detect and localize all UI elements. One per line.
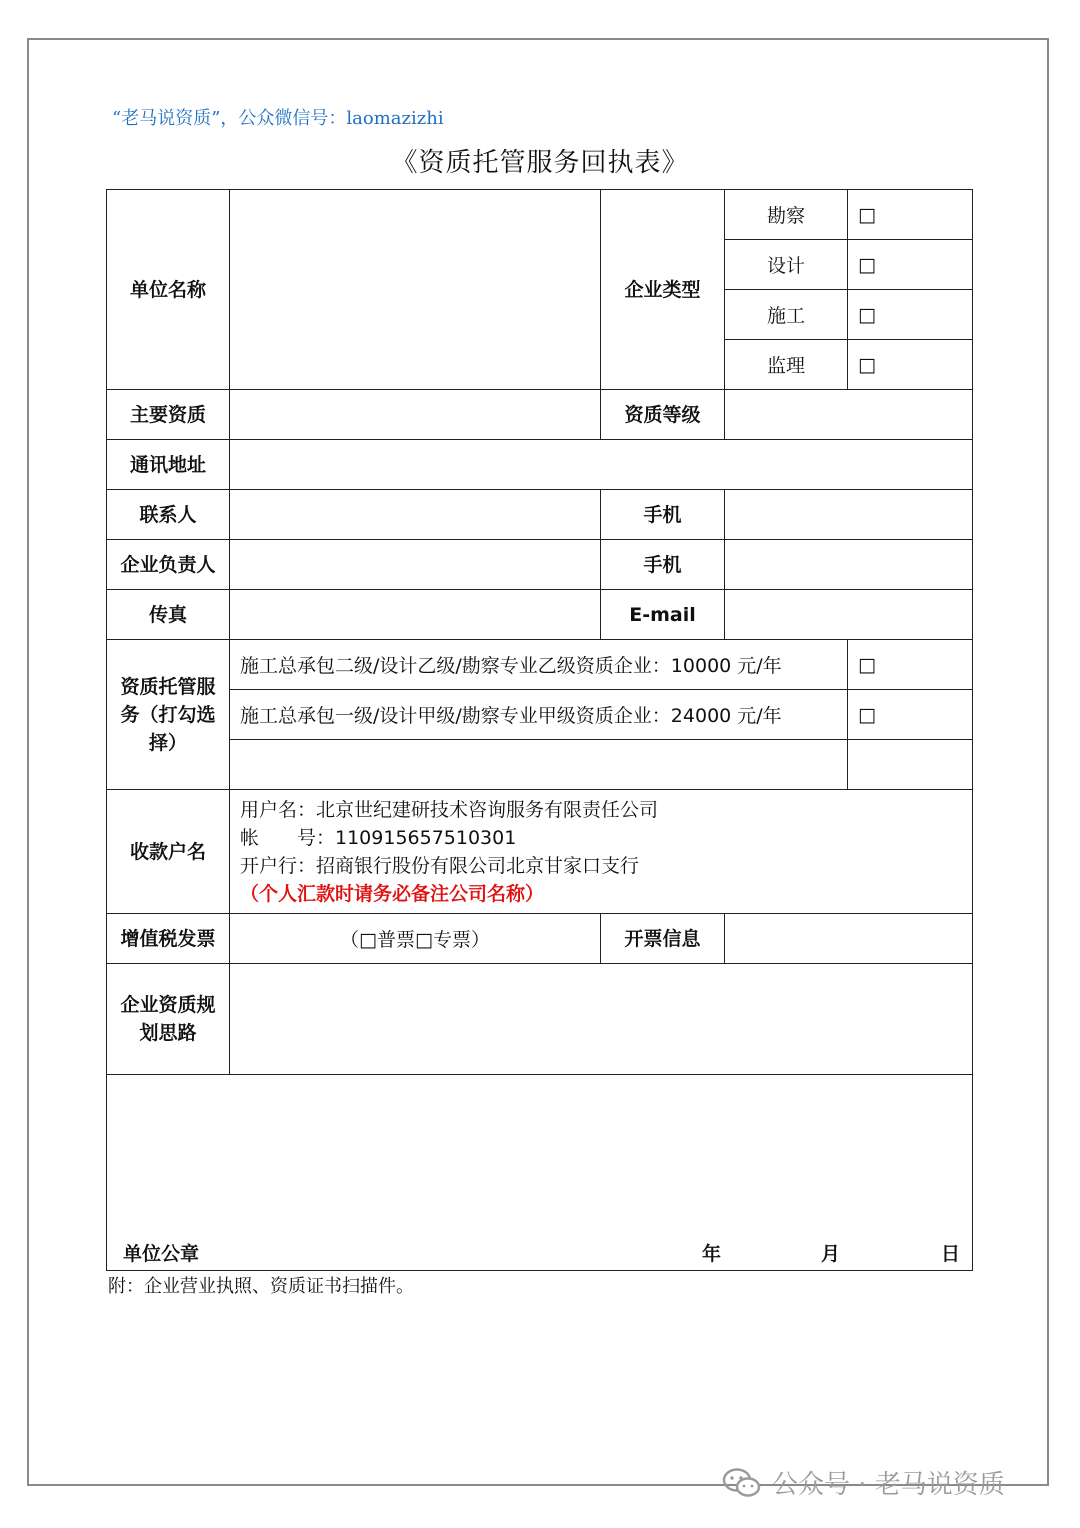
leader-field[interactable] [230,540,601,590]
contact-mobile-field[interactable] [725,490,973,540]
header-note: “老马说资质”，公众微信号：laomazizhi [112,108,444,129]
contact-mobile-label: 手机 [601,490,725,540]
service-option-blank[interactable] [230,740,848,790]
qualification-level-label: 资质等级 [601,390,725,440]
service-label: 资质托管服务（打勾选择） [107,640,230,790]
contact-field[interactable] [230,490,601,540]
receipt-form-table [106,189,973,1271]
watermark-text: 公众号 · 老马说资质 [772,1470,1005,1500]
page-title: 《资质托管服务回执表》 [391,148,689,178]
service-option-level-2: 施工总承包二级/设计乙级/勘察专业乙级资质企业：10000 元/年 [230,640,848,690]
enterprise-type-label: 企业类型 [601,190,725,390]
type-design-label: 设计 [725,240,848,290]
type-supervision-checkbox[interactable]: □ [848,340,973,390]
fax-label: 传真 [107,590,230,640]
type-construction-checkbox[interactable]: □ [848,290,973,340]
date-year-label: 年 [702,1243,722,1265]
service-option-blank-checkbox[interactable] [848,740,973,790]
payee-account-number: 帐 号：110915657510301 [240,826,517,849]
payee-remark-note: （个人汇款时请务必备注公司名称） [240,882,545,905]
service-option-level-2-checkbox[interactable]: □ [848,640,973,690]
vat-invoice-label: 增值税发票 [107,914,230,964]
service-option-level-1: 施工总承包一级/设计甲级/勘察专业甲级资质企业：24000 元/年 [230,690,848,740]
type-supervision-label: 监理 [725,340,848,390]
attachment-note: 附：企业营业执照、资质证书扫描件。 [108,1276,414,1297]
wechat-icon [722,1467,762,1499]
type-survey-checkbox[interactable]: □ [848,190,973,240]
vat-invoice-options[interactable]: （□普票□专票） [230,914,601,964]
payee-user-name: 用户名：北京世纪建研技术咨询服务有限责任公司 [240,798,659,821]
address-label: 通讯地址 [107,440,230,490]
type-construction-label: 施工 [725,290,848,340]
email-field[interactable] [725,590,973,640]
service-option-level-1-checkbox[interactable]: □ [848,690,973,740]
date-month-label: 月 [821,1243,841,1265]
payee-bank: 开户行：招商银行股份有限公司北京甘家口支行 [240,854,640,877]
plan-label: 企业资质规划思路 [107,964,230,1075]
address-field[interactable] [230,440,973,490]
fax-field[interactable] [230,590,601,640]
date-day-label: 日 [941,1243,961,1265]
payee-label: 收款户名 [107,790,230,914]
main-qualification-label: 主要资质 [107,390,230,440]
plan-field[interactable] [230,964,973,1075]
contact-label: 联系人 [107,490,230,540]
qualification-level-field[interactable] [725,390,973,440]
unit-name-label: 单位名称 [107,190,230,390]
leader-mobile-label: 手机 [601,540,725,590]
main-qualification-field[interactable] [230,390,601,440]
watermark [722,1464,1005,1501]
type-design-checkbox[interactable]: □ [848,240,973,290]
seal-area [107,1075,973,1271]
payee-details [230,790,973,914]
leader-label: 企业负责人 [107,540,230,590]
invoice-info-label: 开票信息 [601,914,725,964]
email-label: E-mail [601,590,725,640]
type-survey-label: 勘察 [725,190,848,240]
invoice-info-field[interactable] [725,914,973,964]
leader-mobile-field[interactable] [725,540,973,590]
unit-name-field[interactable] [230,190,601,390]
seal-label: 单位公章 [123,1243,200,1265]
